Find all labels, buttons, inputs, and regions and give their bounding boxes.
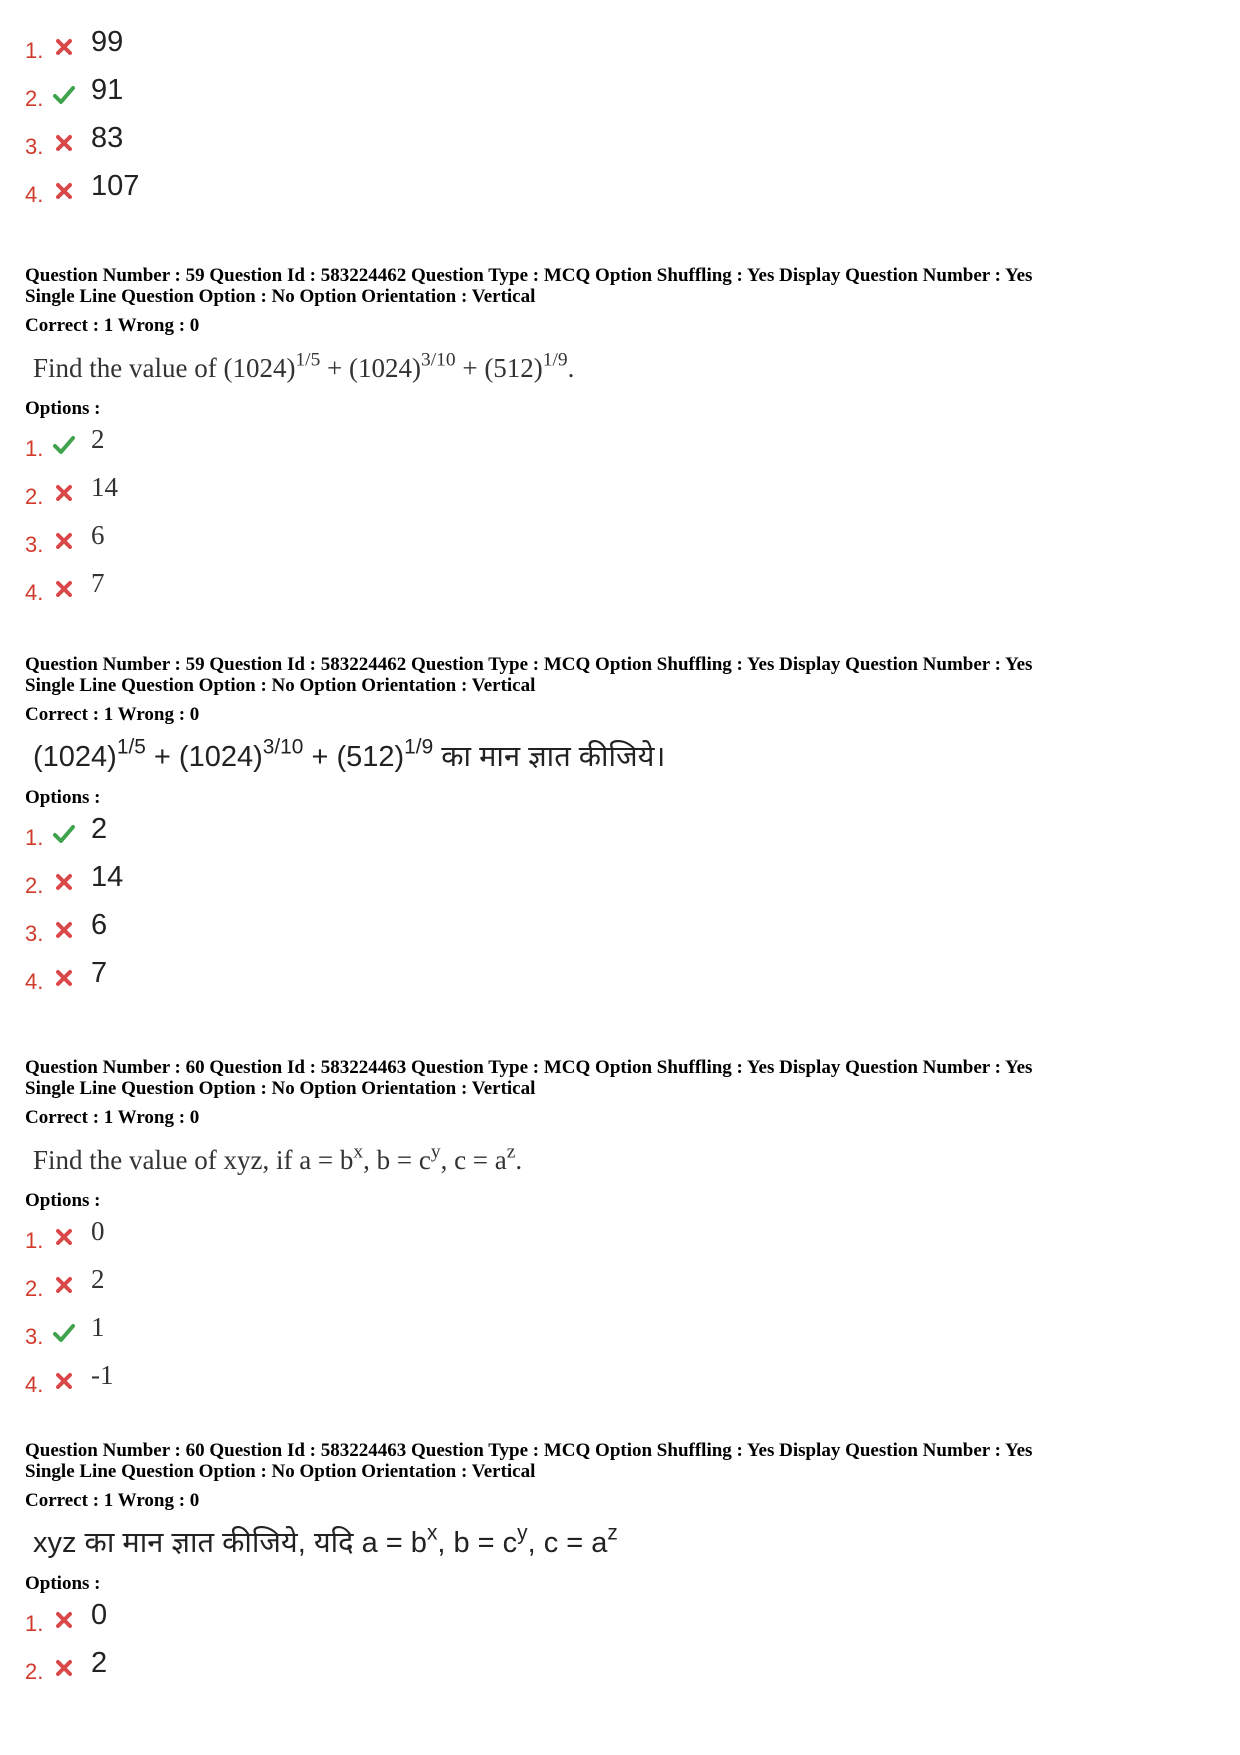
options-list: [25, 420, 1215, 612]
option-number: 2.: [25, 484, 44, 509]
question-block: [25, 1440, 1215, 1691]
option-item: [25, 1595, 1215, 1643]
cross-icon: [53, 871, 75, 893]
option-number: 3.: [25, 921, 44, 946]
cross-icon: [53, 1370, 75, 1392]
question-meta-line1: Question Number : 59 Question Id : 583224462 Question Type : MCQ Option Shuffling : Yes Display Question Number : Yes: [25, 654, 1033, 675]
question-text: Find the value of xyz, if $a = b^x$, $b = c^y$, $c = a^z$.: [33, 1141, 523, 1175]
cross-icon: [53, 578, 75, 600]
option-value: 6: [91, 909, 108, 941]
option-value: 99: [91, 26, 124, 58]
cross-icon: [53, 180, 75, 202]
option-number: 1.: [25, 38, 44, 63]
options-label: Options :: [25, 398, 101, 419]
options-list: [25, 809, 1215, 1001]
option-value: 2: [91, 1647, 108, 1679]
option-value: 7: [91, 957, 108, 989]
question-text: xyz का मान ज्ञात कीजिये, यदि $a = b^x$, $b = c^y$, $c = a^z$: [33, 1521, 618, 1559]
cross-icon: [53, 1609, 75, 1631]
question-score: Correct : 1 Wrong : 0: [25, 1490, 200, 1511]
question-score: Correct : 1 Wrong : 0: [25, 315, 200, 336]
question-meta-line1: Question Number : 59 Question Id : 583224462 Question Type : MCQ Option Shuffling : Yes Display Question Number : Yes: [25, 265, 1033, 286]
option-value: -1: [91, 1360, 114, 1390]
option-item: [25, 420, 1215, 468]
cross-icon: [53, 967, 75, 989]
option-number: 4.: [25, 969, 44, 994]
option-value: 0: [91, 1599, 108, 1631]
options-list: [25, 22, 1215, 214]
option-value: 2: [91, 1264, 105, 1294]
question-meta-line2: Single Line Question Option : No Option Orientation : Vertical: [25, 1078, 536, 1099]
question-meta-line1: Question Number : 60 Question Id : 583224463 Question Type : MCQ Option Shuffling : Yes Display Question Number : Yes: [25, 1440, 1033, 1461]
option-item: [25, 1260, 1215, 1308]
option-value: 107: [91, 170, 140, 202]
cross-icon: [53, 1274, 75, 1296]
options-list: [25, 1212, 1215, 1404]
option-item: [25, 1308, 1215, 1356]
option-value: 7: [91, 568, 105, 598]
cross-icon: [53, 530, 75, 552]
question-block: [25, 265, 1215, 612]
option-item: [25, 905, 1215, 953]
cross-icon: [53, 919, 75, 941]
option-item: [25, 809, 1215, 857]
option-item: [25, 468, 1215, 516]
option-value: 83: [91, 122, 124, 154]
option-number: 2.: [25, 1276, 44, 1301]
option-item: [25, 564, 1215, 612]
option-number: 1.: [25, 825, 44, 850]
option-number: 3.: [25, 134, 44, 159]
option-item: [25, 70, 1215, 118]
option-item: [25, 953, 1215, 1001]
cross-icon: [53, 1657, 75, 1679]
top-options-block: [25, 22, 1215, 214]
option-item: [25, 166, 1215, 214]
options-label: Options :: [25, 1190, 101, 1211]
check-icon: [53, 1322, 75, 1344]
option-number: 2.: [25, 1659, 44, 1684]
option-number: 1.: [25, 1611, 44, 1636]
options-label: Options :: [25, 787, 101, 808]
check-icon: [53, 434, 75, 456]
option-number: 3.: [25, 1324, 44, 1349]
option-value: 2: [91, 424, 105, 454]
option-value: 2: [91, 813, 108, 845]
option-number: 4.: [25, 580, 44, 605]
option-item: [25, 516, 1215, 564]
option-number: 1.: [25, 1228, 44, 1253]
option-value: 14: [91, 472, 118, 502]
question-meta-line1: Question Number : 60 Question Id : 583224463 Question Type : MCQ Option Shuffling : Yes Display Question Number : Yes: [25, 1057, 1033, 1078]
option-value: 1: [91, 1312, 105, 1342]
question-block: [25, 1057, 1215, 1404]
option-item: [25, 118, 1215, 166]
option-item: [25, 22, 1215, 70]
question-meta-line2: Single Line Question Option : No Option Orientation : Vertical: [25, 1461, 536, 1482]
option-value: 91: [91, 74, 124, 106]
cross-icon: [53, 482, 75, 504]
question-text: $(1024)^{1/5} + (1024)^{3/10} + (512)^{1/9}$ का मान ज्ञात कीजिये।: [33, 735, 666, 773]
check-icon: [53, 84, 75, 106]
question-text: Find the value of $(1024)^{1/5} + (1024)^{3/10} + (512)^{1/9}$.: [33, 349, 575, 383]
option-item: [25, 1212, 1215, 1260]
option-item: [25, 1643, 1215, 1691]
option-number: 2.: [25, 873, 44, 898]
option-number: 4.: [25, 182, 44, 207]
question-block: [25, 654, 1215, 1001]
cross-icon: [53, 1226, 75, 1248]
option-value: 6: [91, 520, 105, 550]
question-meta-line2: Single Line Question Option : No Option Orientation : Vertical: [25, 286, 536, 307]
question-score: Correct : 1 Wrong : 0: [25, 1107, 200, 1128]
option-number: 4.: [25, 1372, 44, 1397]
option-number: 3.: [25, 532, 44, 557]
option-number: 1.: [25, 436, 44, 461]
option-item: [25, 857, 1215, 905]
check-icon: [53, 823, 75, 845]
option-number: 2.: [25, 86, 44, 111]
question-score: Correct : 1 Wrong : 0: [25, 704, 200, 725]
question-meta-line2: Single Line Question Option : No Option Orientation : Vertical: [25, 675, 536, 696]
cross-icon: [53, 36, 75, 58]
options-list: [25, 1595, 1215, 1691]
option-value: 14: [91, 861, 124, 893]
option-value: 0: [91, 1216, 105, 1246]
option-item: [25, 1356, 1215, 1404]
cross-icon: [53, 132, 75, 154]
options-label: Options :: [25, 1573, 101, 1594]
